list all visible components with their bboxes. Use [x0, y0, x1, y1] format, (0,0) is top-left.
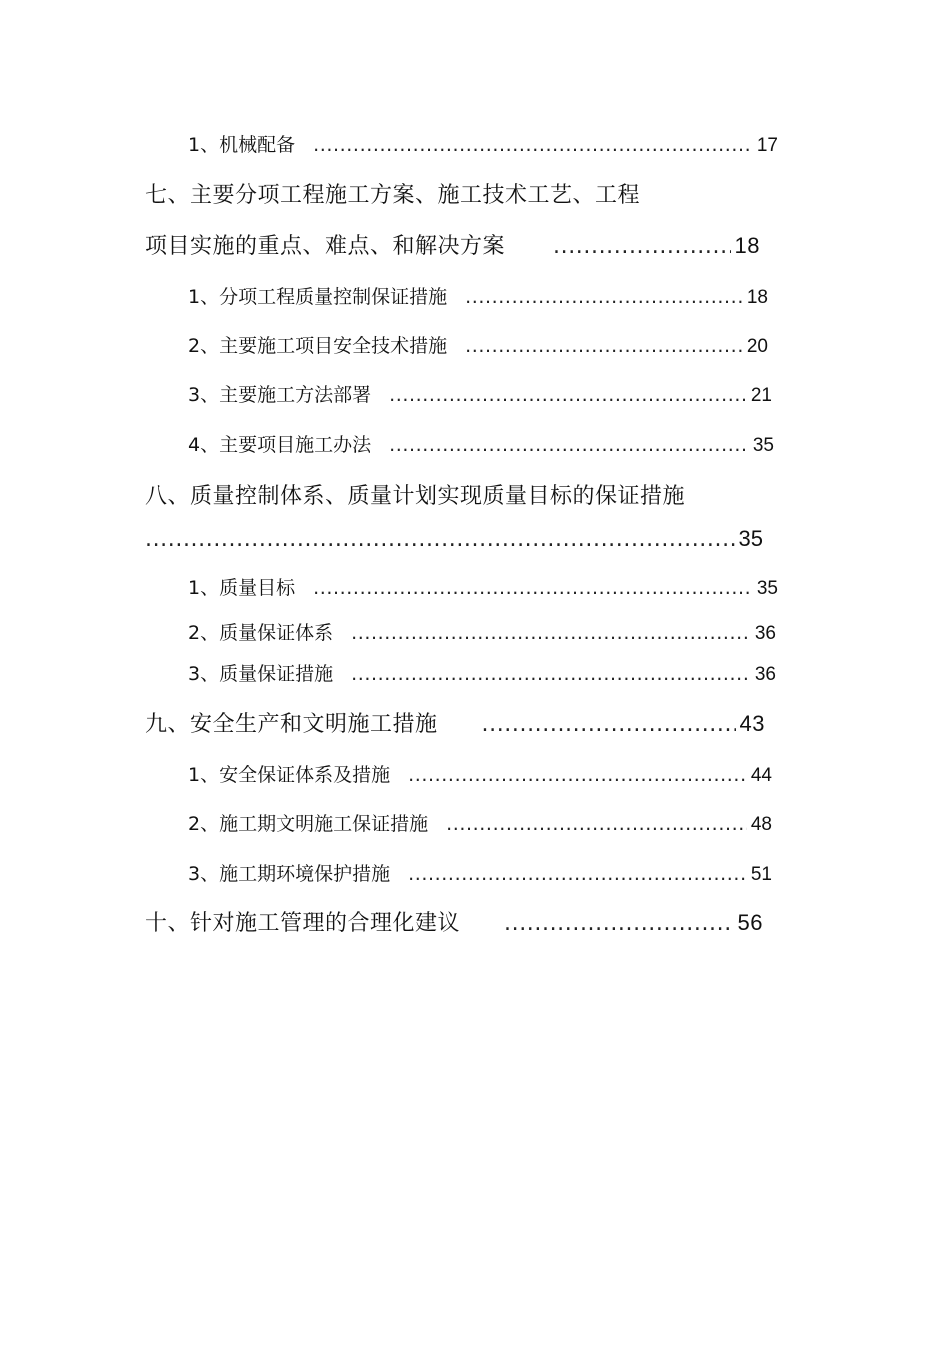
toc-entry-title: 3、主要施工方法部署	[188, 384, 372, 406]
toc-entry-7-4[interactable]	[188, 430, 774, 457]
toc-entry-title: 3、质量保证措施	[188, 663, 334, 685]
toc-page-number: 18	[746, 287, 768, 308]
toc-page-number: 51	[750, 864, 772, 885]
toc-entry-title: 1、分项工程质量控制保证措施	[188, 286, 448, 308]
toc-entry-title: 1、机械配备	[188, 134, 296, 156]
toc-page-number: 35	[752, 435, 774, 456]
toc-entry-title: 1、安全保证体系及措施	[188, 764, 391, 786]
toc-page-number: 56	[737, 910, 763, 935]
toc-page-number: 48	[750, 814, 772, 835]
dot-leader	[313, 134, 753, 156]
toc-entry-7-1[interactable]	[188, 282, 768, 309]
toc-section-8-leader[interactable]	[145, 526, 763, 552]
toc-section-8-heading[interactable]	[145, 479, 685, 510]
toc-entry-title: 2、施工期文明施工保证措施	[188, 813, 429, 835]
dot-leader	[408, 863, 747, 885]
dot-leader	[446, 813, 747, 835]
toc-section-10[interactable]	[145, 906, 763, 937]
dot-leader	[504, 911, 734, 936]
toc-page-number: 44	[750, 765, 772, 786]
toc-entry-title: 十、针对施工管理的合理化建议	[145, 911, 461, 936]
toc-page-number: 21	[750, 385, 772, 406]
toc-entry-title: 2、主要施工项目安全技术措施	[188, 335, 448, 357]
toc-section-9[interactable]	[145, 707, 765, 738]
toc-entry-title: 1、质量目标	[188, 577, 296, 599]
toc-section-7-heading[interactable]	[145, 178, 640, 209]
toc-section-7-continuation[interactable]	[145, 229, 760, 260]
toc-entry-title: 2、质量保证体系	[188, 622, 334, 644]
toc-entry-8-2[interactable]	[188, 618, 776, 645]
toc-page-number: 17	[756, 135, 778, 156]
toc-entry-8-3[interactable]	[188, 659, 776, 686]
toc-entry-9-2[interactable]	[188, 809, 772, 836]
toc-entry-title: 项目实施的重点、难点、和解决方案	[145, 234, 506, 259]
toc-entry-9-3[interactable]	[188, 859, 772, 886]
toc-page-number: 36	[754, 664, 776, 685]
toc-entry-machinery[interactable]	[188, 130, 778, 157]
dot-leader	[313, 577, 753, 599]
toc-page-number: 36	[754, 623, 776, 644]
toc-page-number: 20	[746, 336, 768, 357]
toc-entry-8-1[interactable]	[188, 573, 778, 600]
toc-page-number: 35	[756, 578, 778, 599]
dot-leader	[465, 286, 743, 308]
dot-leader	[465, 335, 743, 357]
toc-page-number: 43	[739, 711, 765, 736]
dot-leader	[553, 234, 731, 259]
dot-leader	[482, 712, 736, 737]
toc-entry-title: 3、施工期环境保护措施	[188, 863, 391, 885]
toc-section-title: 八、质量控制体系、质量计划实现质量目标的保证措施	[145, 484, 686, 509]
toc-entry-9-1[interactable]	[188, 760, 772, 787]
toc-page-number: 35	[738, 526, 763, 551]
dot-leader	[408, 764, 747, 786]
toc-entry-7-3[interactable]	[188, 380, 772, 407]
toc-page-number: 18	[734, 233, 760, 258]
dot-leader	[389, 384, 747, 406]
dot-leader	[351, 622, 751, 644]
toc-entry-title: 4、主要项目施工办法	[188, 434, 372, 456]
toc-section-title: 七、主要分项工程施工方案、施工技术工艺、工程	[145, 183, 641, 208]
toc-entry-title: 九、安全生产和文明施工措施	[145, 712, 438, 737]
dot-leader	[351, 663, 751, 685]
toc-entry-7-2[interactable]	[188, 331, 768, 358]
dot-leader	[389, 434, 749, 456]
dot-leader	[145, 527, 735, 552]
